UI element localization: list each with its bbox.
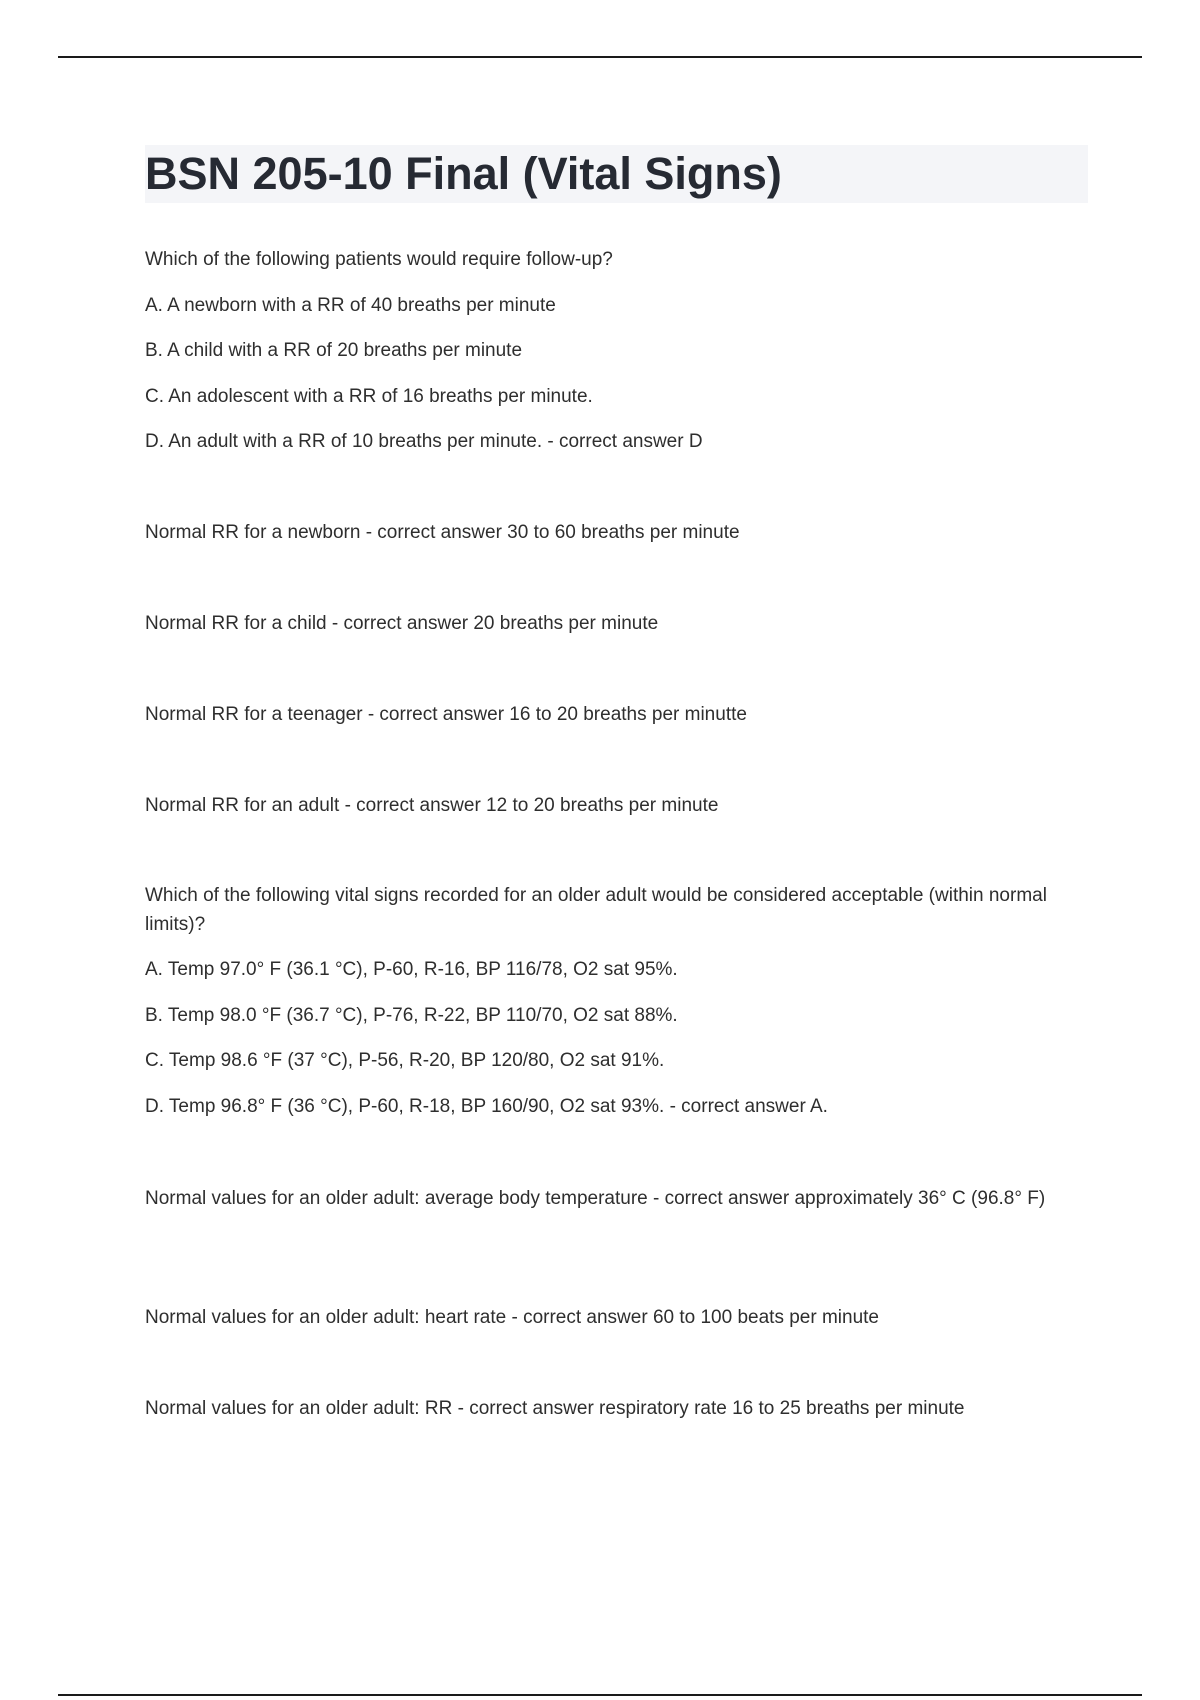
question-2: Which of the following vital signs recorded for an older adult would be considered acceptable (within normal limits)? — [145, 885, 1047, 935]
page-title: BSN 205-10 Final (Vital Signs) — [145, 148, 782, 199]
top-rule — [58, 56, 1142, 58]
fact-newborn-rr: Normal RR for a newborn - correct answer 30 to 60 breaths per minute — [145, 522, 740, 543]
question-1-option-a: A. A newborn with a RR of 40 breaths per minute — [145, 295, 556, 316]
question-1: Which of the following patients would require follow-up? — [145, 249, 613, 270]
question-2-option-d: D. Temp 96.8° F (36 °C), P-60, R-18, BP 160/90, O2 sat 93%. - correct answer A. — [145, 1096, 828, 1117]
question-2-option-c: C. Temp 98.6 °F (37 °C), P-56, R-20, BP 120/80, O2 sat 91%. — [145, 1050, 665, 1071]
fact-adult-rr: Normal RR for an adult - correct answer 12 to 20 breaths per minute — [145, 795, 719, 816]
question-2-option-b: B. Temp 98.0 °F (36.7 °C), P-76, R-22, BP 110/70, O2 sat 88%. — [145, 1005, 678, 1026]
question-1-option-b: B. A child with a RR of 20 breaths per minute — [145, 340, 523, 361]
fact-older-adult-heart-rate: Normal values for an older adult: heart rate - correct answer 60 to 100 beats per minute — [145, 1307, 879, 1328]
fact-child-rr: Normal RR for a child - correct answer 20 breaths per minute — [145, 613, 659, 634]
question-2-option-a: A. Temp 97.0° F (36.1 °C), P-60, R-16, BP 116/78, O2 sat 95%. — [145, 959, 678, 980]
question-1-option-c: C. An adolescent with a RR of 16 breaths per minute. — [145, 386, 593, 407]
fact-teenager-rr: Normal RR for a teenager - correct answer 16 to 20 breaths per minutte — [145, 704, 747, 725]
fact-older-adult-temperature: Normal values for an older adult: average body temperature - correct answer approximately 36° C (96.8° F) — [145, 1188, 1046, 1209]
bottom-rule — [58, 1694, 1142, 1696]
question-1-option-d: D. An adult with a RR of 10 breaths per minute. - correct answer D — [145, 431, 703, 452]
fact-older-adult-rr: Normal values for an older adult: RR - correct answer respiratory rate 16 to 25 breaths per minute — [145, 1398, 965, 1419]
